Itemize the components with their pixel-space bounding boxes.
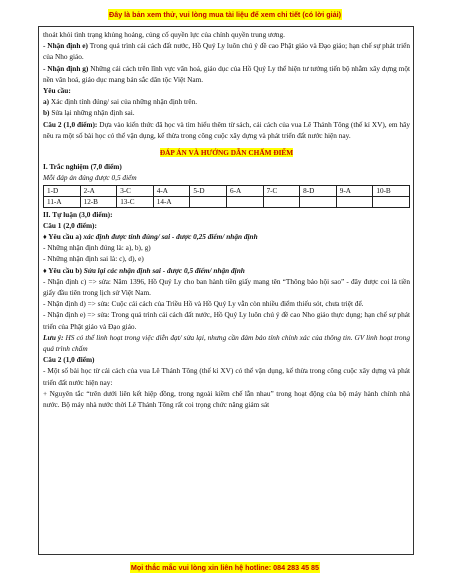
requirement-b: b) Sửa lại những nhận định sai. [43,108,135,118]
answer-cell: 10-B [373,185,410,196]
answer-cell: 5-D [190,185,227,196]
list-item: - Nhận định d) => sửa: Cuộc cải cách của Triều Hồ và Hồ Quý Ly vẫn còn nhiều điểm thiếu sót, chưa triệt để. [43,299,364,309]
answer-cell: 12-B [80,196,117,207]
question-1-heading: Câu 1 (2,0 điểm): [43,220,97,230]
document-body [43,29,410,410]
table-row [44,196,410,207]
answer-cell: 7-C [263,185,300,196]
list-item: - Nhận định e) => sửa: Trong quá trình cải cách đất nước, Hồ Quý Ly luôn chú ý đề cao Nho giáo thực dụng; hạn chế sự phát triển của Phật giáo và Đạo giáo. [43,310,410,331]
section-multiple-choice: I. Trắc nghiệm (7,0 điểm) [43,162,122,172]
answer-cell [373,196,410,207]
answer-table [43,185,410,208]
answer-cell [263,196,300,207]
requirement-a-heading: ♦ Yêu cầu a) xác định được tính đúng/ sai - được 0,25 điểm/ nhận định [43,232,258,242]
requirement-a: a) Xác định tính đúng/ sai của những nhận định trên. [43,97,198,107]
list-item: - Nhận định c) => sửa: Năm 1396, Hồ Quý Ly cho ban hành tiền giấy mang tên “Thông bảo hội sao” - đây được coi là tiền giấy đầu tiên trong lịch sử Việt Nam. [43,276,410,298]
table-row [44,185,410,196]
question-2-heading: Câu 2 (1,0 điểm) [43,355,95,365]
answer-cell: 11-A [44,196,81,207]
answer-cell: 8-D [300,185,337,196]
preview-banner: Đây là bản xem thử, vui lòng mua tài liệu để xem chi tiết (có lời giải) [109,10,341,19]
answer-cell [336,196,373,207]
list-item: - Những nhận định đúng là: a), b), g) [43,243,151,253]
hotline-banner: Mọi thắc mắc vui lòng xin liên hệ hotline: 084 283 45 85 [130,563,320,572]
paragraph: thoát khỏi tình trạng khủng hoảng, củng cố quyền lực của chính quyền trung ương. [43,30,285,39]
answer-cell: 1-D [44,185,81,196]
question-2: Câu 2 (1,0 điểm): Dựa vào kiến thức đã học và tìm hiểu thêm từ sách, cải cách của vua Lê Thánh Tông (thế kỉ XV), em hãy nêu ra một số bài học có thể vận dụng, kế thừa trong công cuộc xây dựng và phát triển đất nước hiện nay. [43,119,410,140]
note: Lưu ý: HS có thể linh hoạt trong việc diễn đạt/ sửa lại, nhưng cần đảm bảo tính chính xác của thông tin. GV linh hoạt trong quá trình chấm [43,332,410,354]
section-note: Mỗi đáp án đúng được 0,5 điểm [43,173,137,183]
section-essay: II. Tự luận (3,0 điểm): [43,209,113,219]
answer-cell: 14-A [153,196,190,207]
answer-cell: 2-A [80,185,117,196]
list-item: - Những nhận định sai là: c), d), e) [43,254,144,264]
answer-cell [190,196,227,207]
answer-title: ĐÁP ÁN VÀ HƯỚNG DẪN CHẤM ĐIỂM [159,148,294,158]
answer-cell: 4-A [153,185,190,196]
requirement-b-heading: ♦ Yêu cầu b) Sửa lại các nhận định sai - được 0,5 điểm/ nhận định [43,265,245,275]
answer-cell: 13-C [117,196,154,207]
statement-g: - Nhận định g) Những cải cách trên lĩnh vực văn hoá, giáo dục của Hồ Quý Ly thể hiện tư tưởng tiến bộ nhằm xây dựng một nền văn hoá, giáo dục mang bản sắc dân tộc Việt Nam. [43,63,411,84]
list-item: - Một số bài học từ cải cách của vua Lê Thánh Tông (thế kỉ XV) có thể vận dụng, kế thừa trong công cuộc xây dựng và phát triển đất nước hiện nay: [43,366,410,387]
answer-cell: 3-C [117,185,154,196]
answer-cell: 9-A [336,185,373,196]
list-item: + Nguyên tắc “trên dưới liên kết hiệp đồng, trong ngoài kiềm chế lẫn nhau” trong hoạt động của bộ máy hành chính nhà nước. Bộ máy nhà nước thời Lê Thánh Tông rất coi trọng chức năng giám sát [43,388,410,410]
answer-cell [300,196,337,207]
statement-e: - Nhận định e) Trong quá trình cải cách đất nước, Hồ Quý Ly luôn chú ý đề cao Phật giáo và Đạo giáo; hạn chế sự phát triển của Nho giáo. [43,41,410,62]
requirements-heading: Yêu cầu: [43,86,71,96]
answer-cell: 6-A [226,185,263,196]
answer-cell [226,196,263,207]
